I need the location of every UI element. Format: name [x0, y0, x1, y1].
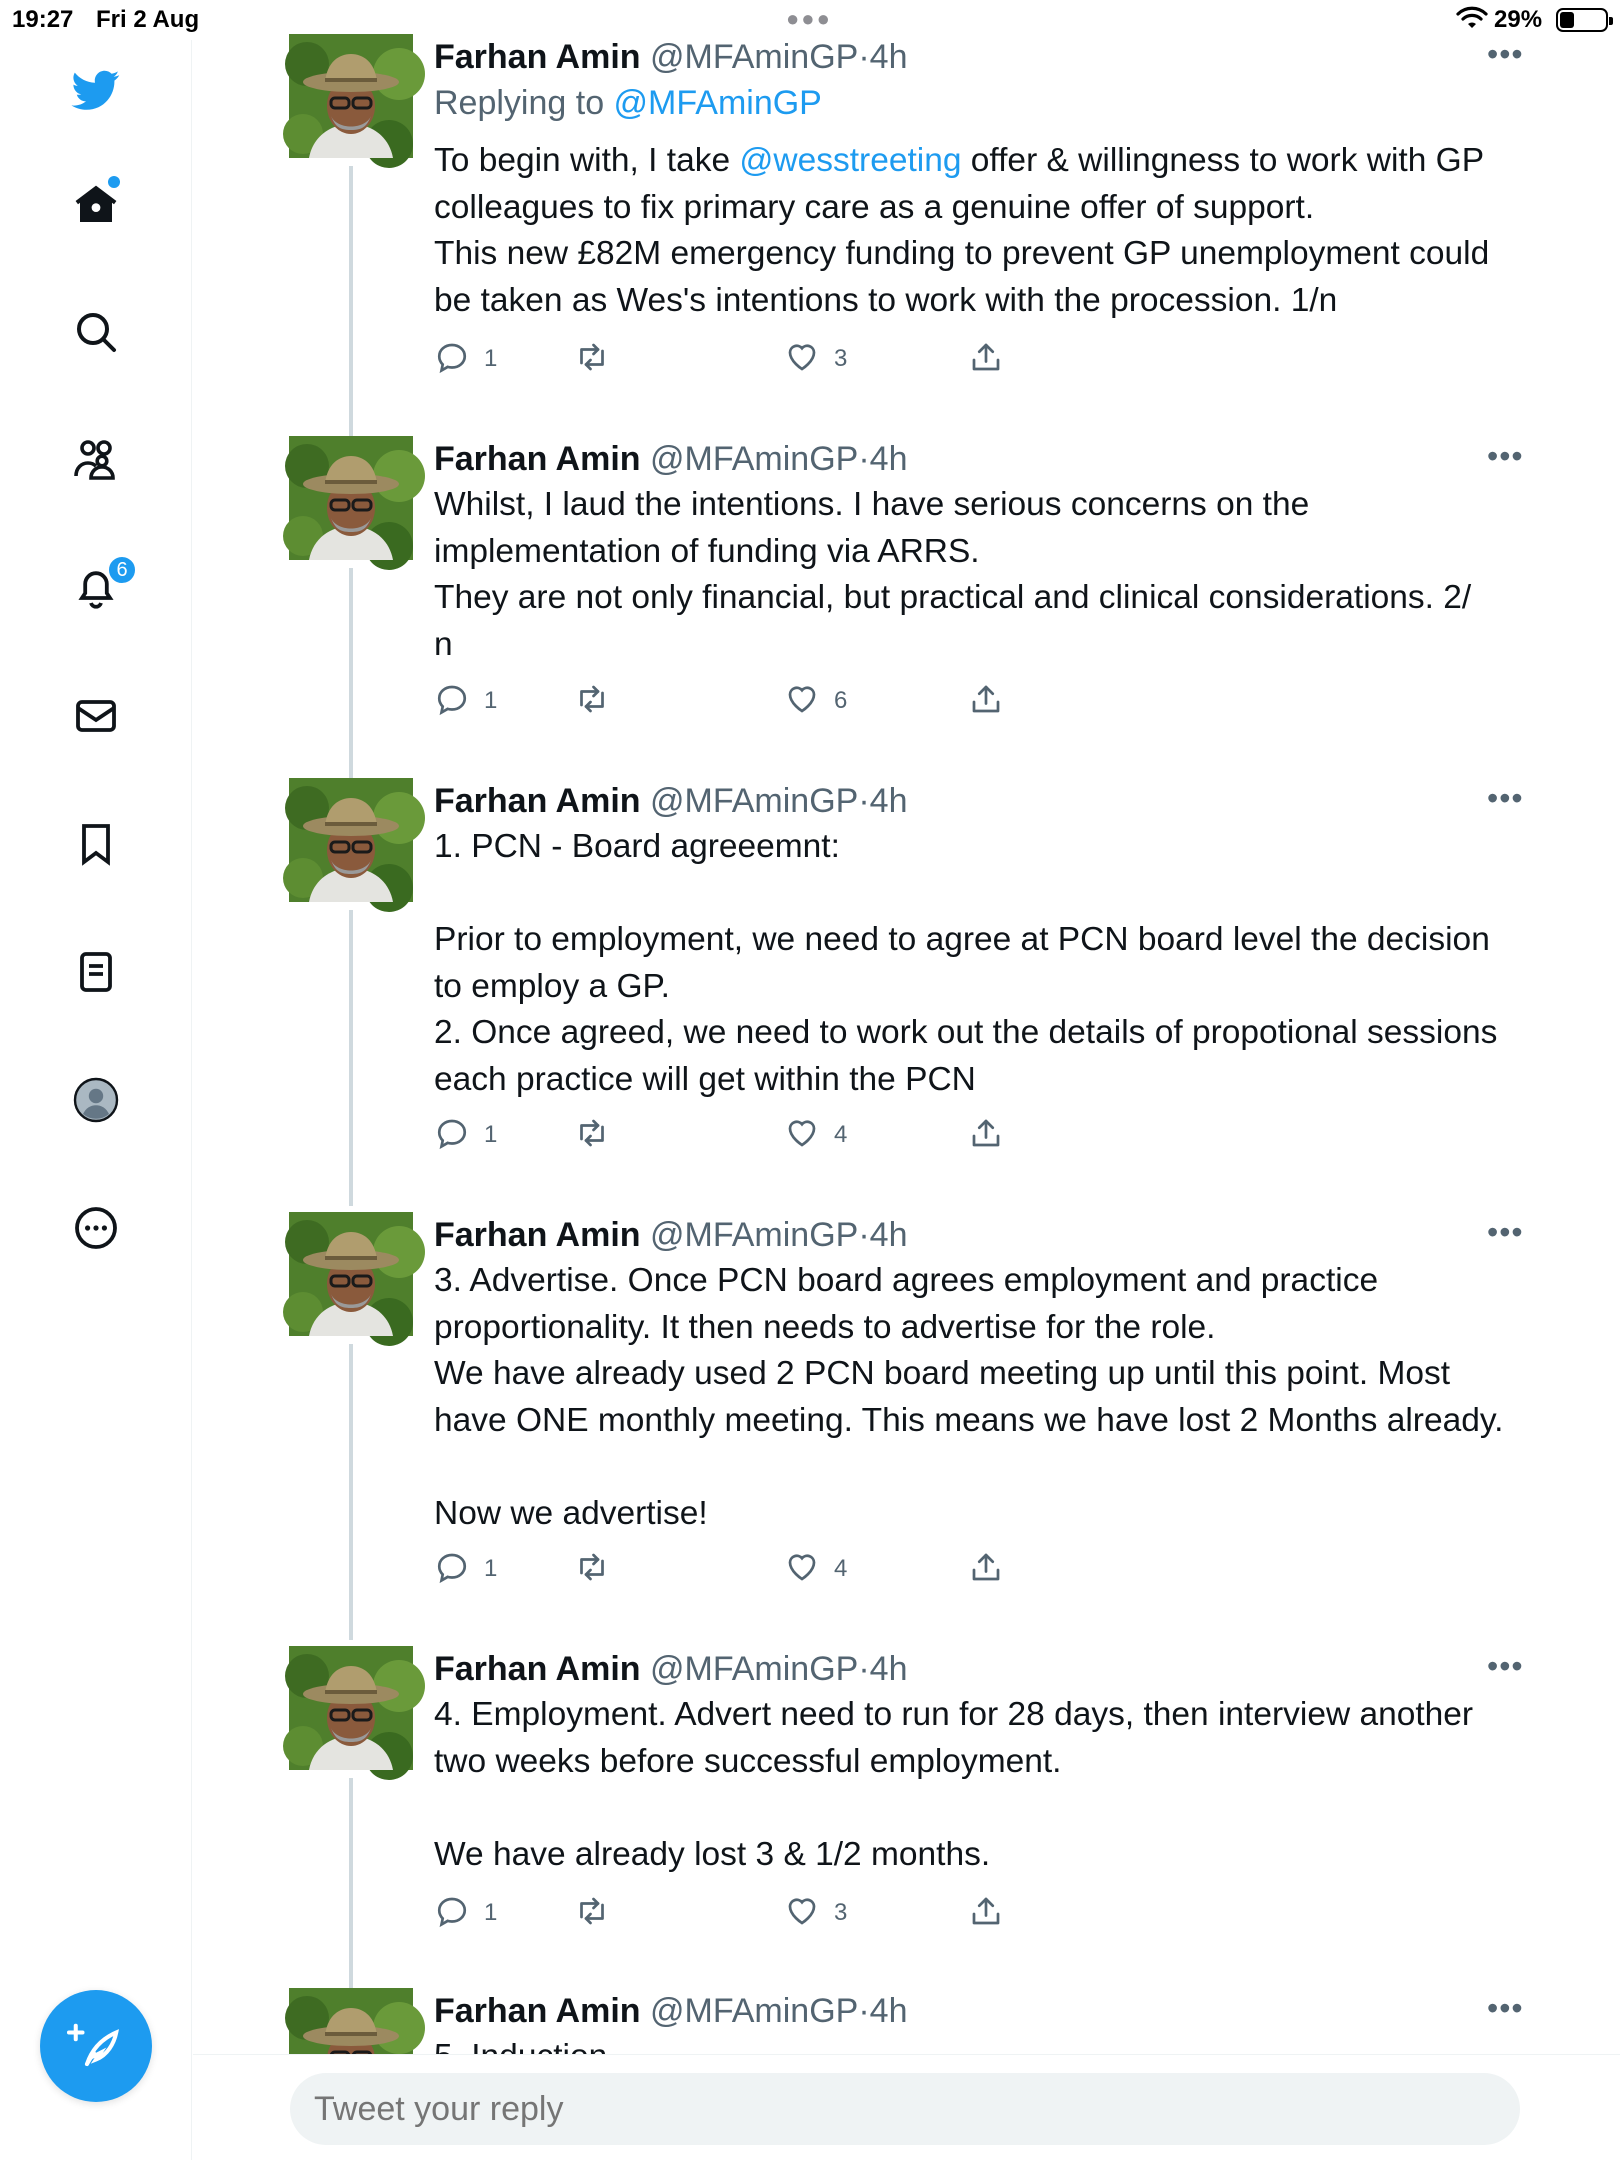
tweet-header: Farhan Amin @MFAminGP·4h [434, 440, 908, 478]
bookmark-icon [72, 820, 120, 868]
replying-to-link[interactable]: @MFAminGP [613, 84, 822, 122]
avatar-image [289, 436, 413, 560]
tweet-text: 1. PCN - Board agreeemnt: Prior to employment, we need to agree at PCN board level the decision to employ a GP. 2. Once agreed, we need to work out the details of propotional sessions each practice will get within the PCN [434, 828, 1498, 1098]
replies-count: 1 [484, 1121, 498, 1148]
more-options-icon[interactable]: ••• [1487, 1990, 1524, 2026]
tweet-time[interactable]: 4h [869, 1992, 908, 2030]
like-button[interactable] [784, 336, 847, 382]
tweet-actions [434, 678, 1134, 724]
retweet-button[interactable] [574, 678, 624, 724]
avatar[interactable] [289, 778, 413, 902]
thread-line [349, 910, 353, 1206]
author-handle[interactable]: @MFAminGP [650, 38, 859, 76]
heart-icon [784, 1115, 820, 1156]
reply-input[interactable] [290, 2073, 1520, 2145]
author-name[interactable]: Farhan Amin [434, 1216, 641, 1254]
more-options-icon[interactable]: ••• [1487, 438, 1524, 474]
reply-icon [434, 339, 470, 380]
author-handle[interactable]: @MFAminGP [650, 1992, 859, 2030]
avatar-image [289, 1212, 413, 1336]
nav-communities[interactable] [60, 424, 132, 496]
reply-button[interactable] [434, 1112, 497, 1158]
tweet-time[interactable]: 4h [869, 1216, 908, 1254]
communities-icon [72, 436, 120, 484]
share-icon [968, 339, 1004, 380]
heart-icon [784, 1549, 820, 1590]
author-name[interactable]: Farhan Amin [434, 440, 641, 478]
retweet-icon [574, 1549, 610, 1590]
tweet-text: 4. Employment. Advert need to run for 28 days, then interview another two weeks before successful employment. We have already lost 3 & 1/2 months. [434, 1696, 1474, 1873]
battery-percent: 29% [1494, 6, 1543, 33]
reply-button[interactable] [434, 678, 497, 724]
replies-count: 1 [484, 1555, 498, 1582]
avatar-image [289, 1646, 413, 1770]
retweet-icon [574, 339, 610, 380]
reply-button[interactable] [434, 336, 497, 382]
tweet-thread [193, 0, 1620, 2054]
nav-more[interactable] [60, 1192, 132, 1264]
tweet-header: Farhan Amin @MFAminGP·4h [434, 782, 908, 820]
replies-count: 1 [484, 687, 498, 714]
lists-icon [72, 948, 120, 996]
likes-count: 3 [834, 1899, 848, 1926]
reply-button[interactable] [434, 1890, 497, 1936]
author-handle[interactable]: @MFAminGP [650, 782, 859, 820]
reply-icon [434, 1893, 470, 1934]
tweet-text: To begin with, I take @wesstreeting offer & willingness to work with GP colleagues to fix primary care as a genuine offer of support. This new £82M emergency funding to prevent GP unemployment could be taken as Wes's intentions to work with the procession. 1/n [434, 142, 1490, 319]
share-icon [968, 1549, 1004, 1590]
share-icon [968, 1893, 1004, 1934]
replying-to: Replying to @MFAminGP [434, 84, 822, 122]
nav-notifications[interactable] [60, 552, 132, 624]
like-button[interactable] [784, 1890, 847, 1936]
reply-icon [434, 681, 470, 722]
reply-bar [193, 2054, 1620, 2160]
more-options-icon[interactable]: ••• [1487, 1214, 1524, 1250]
avatar-image [289, 778, 413, 902]
likes-count: 6 [834, 687, 848, 714]
retweet-icon [574, 1115, 610, 1156]
reply-icon [434, 1549, 470, 1590]
multitasking-dots-icon[interactable]: ●●● [786, 6, 832, 31]
likes-count: 3 [834, 345, 848, 372]
avatar[interactable] [289, 34, 413, 158]
tweet-header: Farhan Amin @MFAminGP·4h [434, 1216, 908, 1254]
share-button[interactable] [968, 336, 1004, 382]
more-options-icon[interactable]: ••• [1487, 1648, 1524, 1684]
nav-bookmarks[interactable] [60, 808, 132, 880]
tweet-actions [434, 1890, 1134, 1936]
tweet-actions [434, 336, 1134, 382]
retweet-icon [574, 1893, 610, 1934]
tweet-header: Farhan Amin @MFAminGP·4h [434, 38, 908, 76]
tweet-header: Farhan Amin @MFAminGP·4h [434, 1650, 908, 1688]
notifications-badge: 6 [106, 554, 138, 586]
profile-avatar-icon [72, 1076, 120, 1124]
author-name[interactable]: Farhan Amin [434, 38, 641, 76]
tweet-text: 3. Advertise. Once PCN board agrees employment and practice proportionality. It then needs to advertise for the role. We have already used 2 PCN board meeting up until this point. Most have ONE monthly meeting. This means we have lost 2 Months already. Now we advertise! [434, 1262, 1504, 1532]
more-options-icon[interactable]: ••• [1487, 780, 1524, 816]
reply-button[interactable] [434, 1546, 497, 1592]
share-button[interactable] [968, 1546, 1004, 1592]
avatar[interactable] [289, 1212, 413, 1336]
nav-lists[interactable] [60, 936, 132, 1008]
share-button[interactable] [968, 678, 1004, 724]
author-name[interactable]: Farhan Amin [434, 1992, 641, 2030]
home-unread-dot [108, 176, 120, 188]
tweet-time[interactable]: 4h [869, 440, 908, 478]
retweet-button[interactable] [574, 1546, 624, 1592]
compose-tweet-button[interactable] [40, 1990, 152, 2102]
likes-count: 4 [834, 1555, 848, 1582]
author-name[interactable]: Farhan Amin [434, 782, 641, 820]
retweet-button[interactable] [574, 1112, 624, 1158]
tweet-actions [434, 1546, 1134, 1592]
tweet-time[interactable]: 4h [869, 782, 908, 820]
retweet-button[interactable] [574, 1890, 624, 1936]
heart-icon [784, 1893, 820, 1934]
share-icon [968, 1115, 1004, 1156]
thread-line [349, 166, 353, 466]
nav-profile[interactable] [60, 1064, 132, 1136]
tweet-actions [434, 1112, 1134, 1158]
tweet-text: Whilst, I laud the intentions. I have serious concerns on the implementation of funding via ARRS. They are not only financial, but practical and clinical considerations. 2/ n [434, 486, 1472, 663]
sidebar-nav [0, 40, 192, 2160]
avatar-image [289, 34, 413, 158]
retweet-icon [574, 681, 610, 722]
nav-explore[interactable] [60, 296, 132, 368]
status-time: 19:27 [12, 6, 74, 33]
like-button[interactable] [784, 1546, 847, 1592]
nav-messages[interactable] [60, 680, 132, 752]
tweet-time[interactable]: 4h [869, 1650, 908, 1688]
tweet-time[interactable]: 4h [869, 38, 908, 76]
mail-icon [72, 692, 120, 740]
thread-line [349, 1778, 353, 1988]
reply-icon [434, 1115, 470, 1156]
search-icon [72, 308, 120, 356]
replies-count: 1 [484, 345, 498, 372]
twitter-logo-icon[interactable] [60, 54, 132, 126]
author-handle[interactable]: @MFAminGP [650, 440, 859, 478]
retweet-button[interactable] [574, 336, 624, 382]
compose-feather-icon [69, 2019, 123, 2073]
more-circle-icon [72, 1204, 120, 1252]
author-handle[interactable]: @MFAminGP [650, 1216, 859, 1254]
nav-home[interactable] [60, 168, 132, 240]
avatar[interactable] [289, 1646, 413, 1770]
heart-icon [784, 681, 820, 722]
like-button[interactable] [784, 678, 847, 724]
more-options-icon[interactable]: ••• [1487, 36, 1524, 72]
mention-link[interactable]: @wesstreeting [739, 142, 962, 179]
avatar[interactable] [289, 436, 413, 560]
share-button[interactable] [968, 1112, 1004, 1158]
likes-count: 4 [834, 1121, 848, 1148]
heart-icon [784, 339, 820, 380]
thread-line [349, 568, 353, 780]
replies-count: 1 [484, 1899, 498, 1926]
tweet-header: Farhan Amin @MFAminGP·4h [434, 1992, 908, 2030]
share-button[interactable] [968, 1890, 1004, 1936]
like-button[interactable] [784, 1112, 847, 1158]
status-date: Fri 2 Aug [96, 6, 200, 33]
author-name[interactable]: Farhan Amin [434, 1650, 641, 1688]
thread-line [349, 1344, 353, 1640]
author-handle[interactable]: @MFAminGP [650, 1650, 859, 1688]
share-icon [968, 681, 1004, 722]
